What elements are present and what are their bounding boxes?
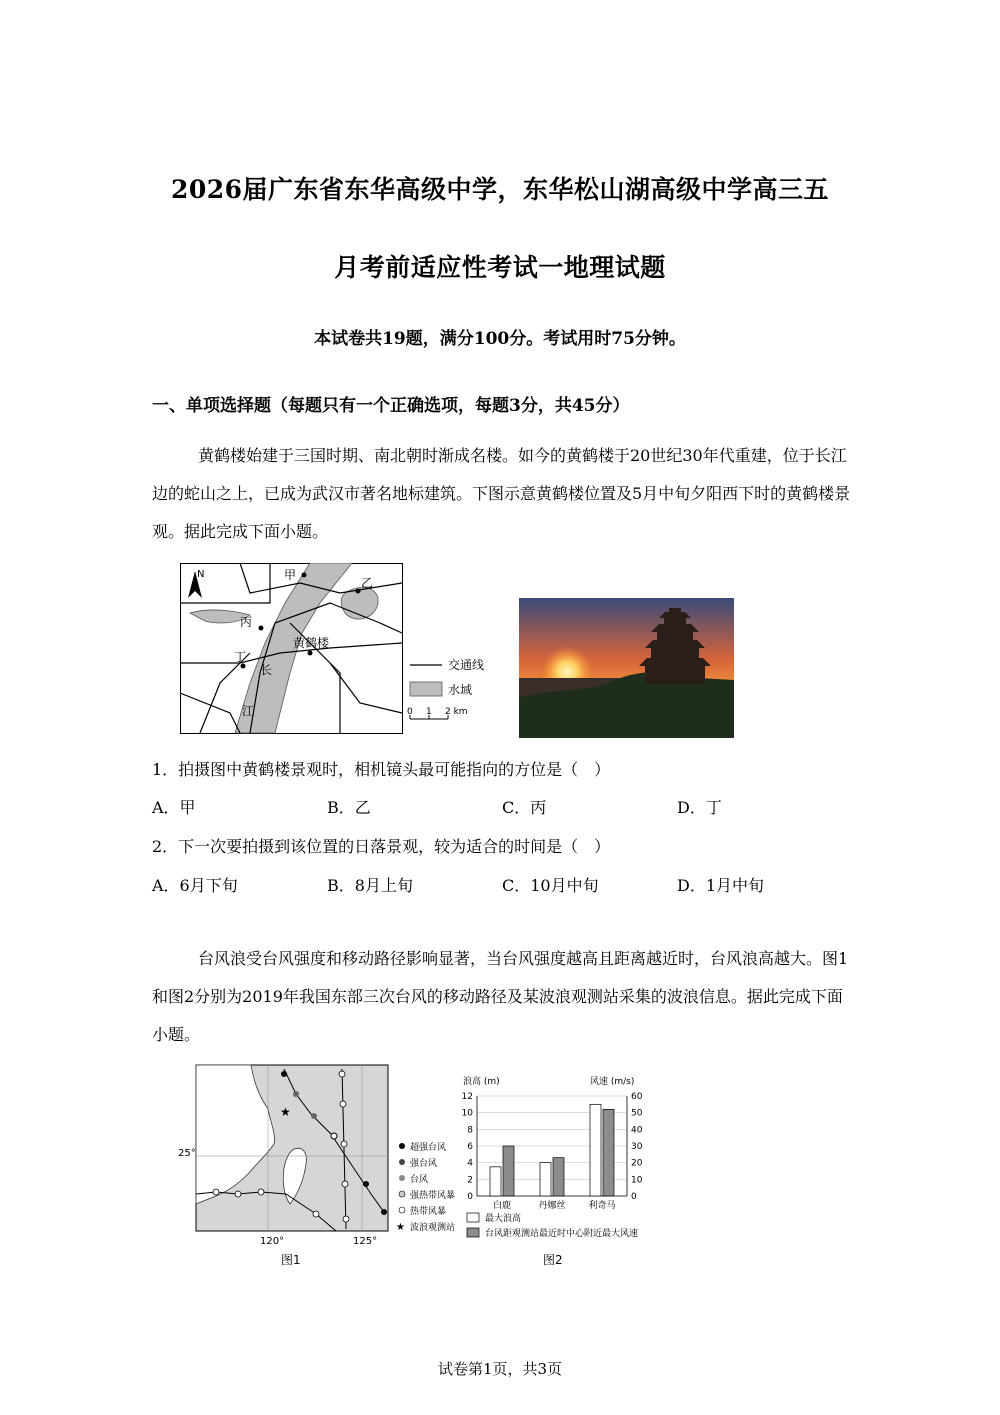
y-tick-right: 10 (631, 1175, 643, 1186)
svg-text:波浪观测站: 波浪观测站 (410, 1223, 456, 1233)
legend-water: 水域 (448, 683, 473, 697)
wave-bar-chart (455, 1068, 660, 1273)
y-tick-right: 30 (631, 1142, 643, 1152)
passage-2-text: 台风浪受台风强度和移动路径影响显著，当台风强度越高且距离越近时，台风浪高越大。图1和图2分别为2019年我国东部三次台风的移动路径及某波浪观测站采集的波浪信息。据此完成下面小题。 (152, 949, 849, 1044)
x-category-label: 丹娜丝 (538, 1201, 566, 1211)
y-tick-right: 50 (631, 1108, 643, 1119)
q2-option-b[interactable]: B．8月上旬 (327, 876, 413, 895)
question-1-stem: 1．拍摄图中黄鹤楼景观时，相机镜头最可能指向的方位是（ ） (152, 760, 611, 779)
y-tick-left: 2 (467, 1175, 473, 1186)
y-tick-right: 40 (631, 1125, 643, 1136)
legend-road: 交通线 (448, 658, 485, 672)
exam-title-line2: 月考前适应性考试一地理试题 (334, 253, 666, 282)
figure-2-caption: 图2 (543, 1253, 563, 1267)
y-tick-right: 20 (631, 1158, 643, 1169)
svg-text:超强台风: 超强台风 (410, 1143, 447, 1153)
svg-text:2 km: 2 km (445, 707, 468, 717)
point-yi: 乙 (361, 576, 374, 590)
section-heading: 一、单项选择题（每题只有一个正确选项，每题3分，共45分） (152, 396, 630, 416)
point-jia: 甲 (284, 568, 297, 582)
lon-label-120: 120° (260, 1236, 285, 1247)
river-label-chang: 长 (260, 663, 273, 677)
question-2-stem: 2．下一次要拍摄到该位置的日落景观，较为适合的时间是（ ） (152, 837, 611, 856)
y-tick-left: 0 (467, 1192, 473, 1202)
passage-1 (152, 437, 852, 551)
y-tick-left: 4 (467, 1158, 473, 1169)
svg-text:0: 0 (407, 707, 413, 717)
bar-wind-speed (603, 1109, 614, 1196)
x-category-label: 白鹿 (492, 1201, 512, 1211)
bar-wind-speed (553, 1158, 564, 1196)
exam-title-line1: 2026届广东省东华高级中学，东华松山湖高级中学高三五 (170, 175, 830, 204)
y-tick-left: 12 (461, 1092, 473, 1102)
y-tick-right: 0 (631, 1192, 637, 1202)
point-tower: 黄鹤楼 (293, 636, 330, 650)
lon-label-125: 125° (353, 1236, 378, 1247)
point-bing: 丙 (240, 615, 253, 629)
svg-text:台风: 台风 (410, 1175, 429, 1185)
q1-option-b[interactable]: B．乙 (327, 798, 371, 817)
y-axis-left-label: 浪高 (m) (463, 1077, 500, 1087)
passage-1-text: 黄鹤楼始建于三国时期、南北朝时渐成名楼。如今的黄鹤楼于20世纪30年代重建，位于长江边的蛇山之上，已成为武汉市著名地标建筑。下图示意黄鹤楼位置及5月中旬夕阳西下时的黄鹤楼景观。据此完成下面小题。 (152, 446, 851, 541)
bar-wind-speed (503, 1146, 514, 1196)
bar-wave-height (590, 1104, 601, 1196)
north-label: N (197, 569, 205, 580)
river-label-jiang: 江 (242, 704, 255, 718)
legend-series-wind: 台风距观测站最近时中心附近最大风速 (485, 1229, 639, 1239)
bar-wave-height (540, 1163, 551, 1196)
q1-option-c[interactable]: C．丙 (502, 798, 547, 817)
svg-text:热带风暴: 热带风暴 (410, 1207, 447, 1217)
y-axis-right-label: 风速 (m/s) (590, 1077, 635, 1087)
svg-text:强热带风暴: 强热带风暴 (410, 1191, 456, 1201)
svg-text:强台风: 强台风 (410, 1159, 438, 1169)
q2-option-c[interactable]: C．10月中旬 (502, 876, 599, 895)
huanghe-sunset-photo (519, 598, 734, 738)
typhoon-track-map (176, 1064, 476, 1274)
y-tick-left: 10 (461, 1108, 473, 1119)
y-tick-left: 6 (467, 1142, 473, 1152)
legend-star-icon: ★ (396, 1222, 405, 1233)
q2-option-d[interactable]: D．1月中旬 (677, 876, 765, 895)
legend-series-wave: 最大浪高 (485, 1214, 522, 1224)
huanghe-location-map (180, 563, 490, 735)
y-tick-left: 8 (467, 1125, 473, 1136)
point-ding: 丁 (234, 650, 247, 664)
scale-bar (407, 707, 468, 719)
q2-option-a[interactable]: A．6月下旬 (152, 876, 238, 895)
typhoon-legend (396, 1141, 455, 1233)
svg-text:1: 1 (426, 707, 432, 717)
q1-option-d[interactable]: D．丁 (677, 798, 722, 817)
bar-wave-height (490, 1167, 501, 1196)
figure-1-caption: 图1 (281, 1253, 301, 1267)
page-footer: 试卷第1页，共3页 (437, 1360, 563, 1378)
x-category-label: 利奇马 (588, 1201, 616, 1211)
exam-subtitle: 本试卷共19题，满分100分。考试用时75分钟。 (314, 329, 686, 349)
y-tick-right: 60 (631, 1092, 643, 1102)
passage-2 (152, 940, 852, 1054)
station-star-icon: ★ (280, 1105, 291, 1119)
lat-label: 25° (178, 1148, 196, 1159)
q1-option-a[interactable]: A．甲 (152, 798, 196, 817)
